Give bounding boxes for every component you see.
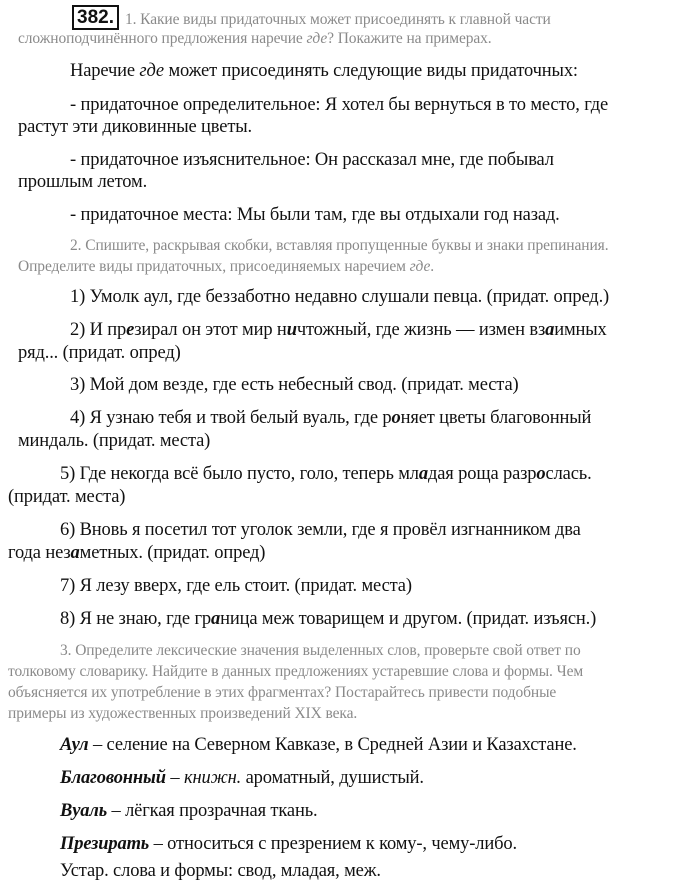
task3-line-1	[60, 642, 581, 660]
italic-word: где	[306, 30, 328, 47]
text-segment: слась.	[545, 464, 592, 484]
text-segment: 2. Спишите, раскрывая скобки, вставляя пропущенные буквы и знаки препинания.	[70, 237, 609, 254]
text-segment: .	[430, 258, 435, 275]
inserted-letter: е	[126, 320, 135, 340]
answer2-item-5-line-1	[60, 464, 592, 485]
answer1-explanatory-line-1	[70, 150, 554, 171]
definition-dash: –	[107, 801, 126, 821]
inserted-letter: и	[286, 320, 297, 340]
answer2-item-6-line-1	[60, 520, 581, 541]
inserted-letter: о	[536, 464, 546, 484]
text-segment: ница меж товарищем и другом. (придат. изъясн.)	[220, 609, 597, 629]
inserted-letter: о	[391, 408, 401, 428]
text-segment: Определите виды придаточных, присоединяемых наречием	[18, 258, 410, 275]
definition-text: селение на Северном Кавказе, в Средней Азии и Казахстане.	[106, 735, 577, 755]
text-segment: ? Покажите на примерах.	[327, 30, 492, 47]
definition-aul	[60, 735, 577, 756]
italic-word: где	[139, 61, 164, 81]
text-segment: 4) Я узнаю тебя и твой белый вуаль, где р	[70, 408, 392, 428]
answer2-item-1	[70, 287, 609, 308]
answer1-place	[70, 205, 560, 226]
task2-line-1	[70, 237, 608, 255]
task3-line-3	[8, 684, 556, 702]
answer2-item-2-line-2	[18, 343, 181, 364]
task1-text	[125, 11, 551, 28]
text-segment: 6) Вновь я посетил тот уголок земли, где я провёл изгнанником два	[60, 520, 581, 540]
text-segment: прошлым летом.	[18, 172, 148, 192]
text-segment: объясняется их употребление в этих фрагментах? Постарайтесь привести подобные	[8, 684, 557, 701]
answer2-item-3	[70, 375, 519, 396]
answer2-item-8	[60, 609, 596, 630]
answer2-item-4-line-2	[18, 431, 210, 452]
text-segment: Наречие	[70, 61, 140, 81]
text-segment: (придат. места)	[8, 487, 126, 507]
definition-dash: –	[88, 735, 107, 755]
task3-line-4	[8, 705, 357, 723]
definition-term: Презирать	[60, 834, 150, 854]
definition-blagovonny	[60, 768, 424, 789]
definition-term: Благовонный	[60, 768, 166, 788]
definition-vual	[60, 801, 318, 822]
inserted-letter: а	[418, 464, 428, 484]
answer2-item-2-line-1	[70, 320, 607, 341]
inserted-letter: а	[70, 543, 80, 563]
text-segment: сложноподчинённого предложения наречие	[18, 30, 307, 47]
text-segment: - придаточное определительное: Я хотел бы вернуться в то место, где	[70, 95, 609, 115]
definition-term: Аул	[60, 735, 89, 755]
text-segment: может присоединять следующие виды придаточных:	[164, 61, 578, 81]
definition-text: лёгкая прозрачная ткань.	[125, 801, 318, 821]
answer1-explanatory-line-2	[18, 172, 147, 193]
answer1-intro	[70, 61, 578, 82]
text-segment: - придаточное места: Мы были там, где вы отдыхали год назад.	[70, 205, 560, 225]
text-segment: растут эти диковинные цветы.	[18, 117, 253, 137]
text-segment: 7) Я лезу вверх, где ель стоит. (придат. места)	[60, 576, 412, 596]
inserted-letter: а	[210, 609, 221, 629]
answer2-item-7	[60, 576, 412, 597]
obsolete-words: Устар. слова и формы: свод, младая, меж.	[60, 861, 381, 881]
answer2-item-6-line-2	[8, 543, 265, 564]
definition-term: Вуаль	[60, 801, 107, 821]
text-segment: чтожный, где жизнь — измен вз	[296, 320, 546, 340]
text-segment: няет цветы благовонный	[400, 408, 592, 428]
text-segment: - придаточное изъяснительное: Он рассказал мне, где побывал	[70, 150, 554, 170]
task1-line-1	[72, 5, 551, 30]
inserted-letter: а	[545, 320, 555, 340]
definition-prezirat	[60, 834, 517, 855]
text-segment: имных	[554, 320, 607, 340]
task2-line-2	[18, 258, 434, 276]
answer1-attributive-line-1	[70, 95, 608, 116]
text-segment: 3. Определите лексические значения выделенных слов, проверьте свой ответ по	[60, 642, 581, 659]
text-segment: толковому словарику. Найдите в данных предложениях устаревшие слова и формы. Чем	[8, 663, 584, 680]
text-segment: ряд... (придат. опред)	[18, 343, 181, 363]
task3-line-2	[8, 663, 583, 681]
text-segment: 8) Я не знаю, где гр	[60, 609, 211, 629]
text-segment: метных. (придат. опред)	[79, 543, 266, 563]
text-segment: 2) И пр	[70, 320, 127, 340]
text-segment: года нез	[8, 543, 71, 563]
text-segment: дая роща разр	[427, 464, 537, 484]
definition-dash: –	[149, 834, 168, 854]
exercise-number: 382.	[72, 5, 119, 30]
italic-word: где	[409, 258, 431, 275]
text-segment: 3) Мой дом везде, где есть небесный свод. (придат. места)	[70, 375, 519, 395]
text-segment: 1. Какие виды придаточных может присоединять к главной части	[124, 11, 551, 28]
definition-dash: –	[165, 768, 184, 788]
answer2-item-4-line-1	[70, 408, 591, 429]
definition-text: ароматный, душистый.	[241, 768, 424, 788]
text-segment: примеры из художественных произведений XIX века.	[8, 705, 358, 722]
text-segment: 1) Умолк аул, где беззаботно недавно слушали певца. (придат. опред.)	[70, 287, 610, 307]
definition-note: книжн.	[183, 768, 242, 788]
text-segment: зирал он этот мир н	[134, 320, 287, 340]
answer2-item-5-line-2	[8, 487, 125, 508]
answer1-attributive-line-2	[18, 117, 252, 138]
text-segment: 5) Где некогда всё было пусто, голо, теперь мл	[60, 464, 419, 484]
text-segment: миндаль. (придат. места)	[18, 431, 211, 451]
definition-text: относиться с презрением к кому-, чему-либо.	[167, 834, 517, 854]
task1-line-2	[18, 30, 492, 48]
